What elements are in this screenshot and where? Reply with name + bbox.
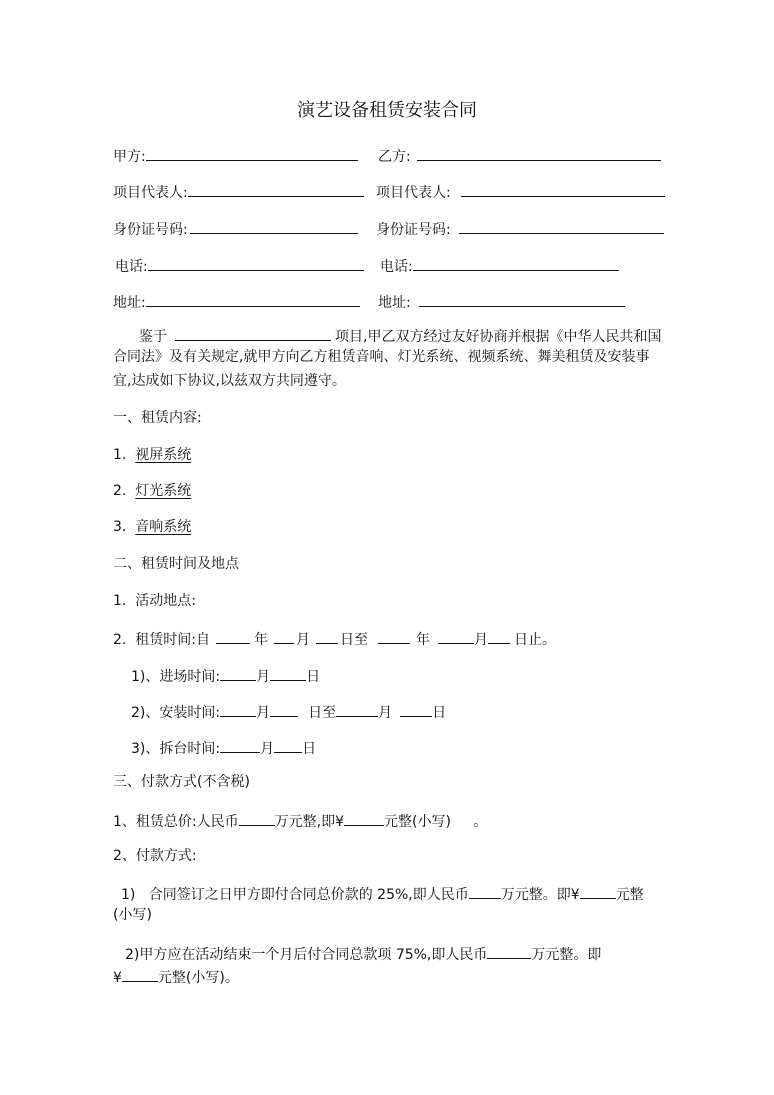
total-price-row <box>113 810 487 831</box>
item-text: 视屏系统 <box>135 447 192 463</box>
rep-a-blank[interactable] <box>188 181 364 197</box>
addr-b-label: 地址: <box>378 295 411 311</box>
term1-wan-blank[interactable] <box>469 883 501 899</box>
install-month-blank[interactable] <box>220 701 256 717</box>
total-wan-blank[interactable] <box>239 810 275 826</box>
month-label: 月 <box>295 632 310 648</box>
id-b-label: 身份证号码: <box>376 222 451 238</box>
month-label: 月 <box>256 669 271 685</box>
item-text: 音响系统 <box>135 519 192 535</box>
page-title: 演艺设备租赁安装合同 <box>297 100 477 121</box>
teardown-month-blank[interactable] <box>220 737 260 753</box>
phone-b-row <box>380 255 619 276</box>
rep-a-label: 项目代表人: <box>113 185 188 201</box>
phone-a-row <box>115 255 364 276</box>
start-day-blank[interactable] <box>316 628 338 644</box>
rental-item-1 <box>113 446 191 464</box>
total-price-mid: 万元整,即¥ <box>274 814 344 830</box>
party-a-row <box>113 145 358 166</box>
intro-text-end: 项目,甲乙双方经过友好协商并根据《中华人民共和国 <box>335 329 662 345</box>
period-mark: 。 <box>473 814 488 830</box>
section3-heading: 三、付款方式(不含税) <box>113 774 250 790</box>
venue-label: 活动地点: <box>135 593 196 609</box>
term1-yuan-blank[interactable] <box>580 883 616 899</box>
teardown-time-row <box>131 737 316 758</box>
section2-heading: 二、租赁时间及地点 <box>113 556 239 572</box>
total-price-label: 1、租赁总价:人民币 <box>113 814 239 830</box>
party-b-label: 乙方: <box>378 149 411 165</box>
term-end: 元整(小写)。 <box>157 970 239 986</box>
rep-b-blank[interactable] <box>461 181 665 197</box>
id-a-row <box>113 218 358 239</box>
payment-term-1-line-2: (小写) <box>113 907 152 923</box>
term2-yuan-blank[interactable] <box>122 966 158 982</box>
item-number: 1. <box>113 447 127 463</box>
day-label: 日 <box>306 669 321 685</box>
addr-a-label: 地址: <box>113 295 146 311</box>
item-number: 2. <box>113 483 127 499</box>
addr-a-row <box>113 291 360 312</box>
rep-a-row <box>113 181 364 202</box>
term-mid: 万元整。即 <box>531 947 602 963</box>
party-a-label: 甲方: <box>113 149 146 165</box>
payment-method-label: 2、付款方式: <box>113 848 197 864</box>
addr-a-blank[interactable] <box>146 291 360 307</box>
rental-period-row <box>113 628 556 649</box>
day-end-label: 日止。 <box>513 632 556 648</box>
day-to-label: 日至 <box>339 632 368 648</box>
phone-a-blank[interactable] <box>148 255 364 271</box>
payment-term-1-line-1 <box>121 883 644 904</box>
teardown-time-label: 3)、拆台时间: <box>131 741 221 757</box>
setup-time-label: 1)、进场时间: <box>131 669 221 685</box>
rental-period-label: 租赁时间:自 <box>135 632 210 648</box>
term-number: 1) <box>121 887 136 903</box>
phone-b-blank[interactable] <box>413 255 619 271</box>
setup-time-row <box>131 665 320 686</box>
id-a-blank[interactable] <box>190 218 358 234</box>
id-a-label: 身份证号码: <box>113 222 188 238</box>
rental-item-3 <box>113 518 191 536</box>
term-text: 2)甲方应在活动结束一个月后付合同总款项 75%,即人民币 <box>125 947 488 963</box>
install-end-day-blank[interactable] <box>400 701 432 717</box>
party-b-blank[interactable] <box>417 145 661 161</box>
term-mid: 万元整。即¥ <box>500 887 580 903</box>
setup-month-blank[interactable] <box>220 665 256 681</box>
phone-b-label: 电话: <box>380 259 413 275</box>
install-day-blank[interactable] <box>270 701 298 717</box>
addr-b-blank[interactable] <box>419 291 625 307</box>
id-b-row <box>376 218 664 239</box>
term-text: 合同签订之日甲方即付合同总价款的 25%,即人民币 <box>148 887 469 903</box>
intro-line-3: 宜,达成如下协议,以兹双方共同遵守。 <box>113 373 346 389</box>
month-label: 月 <box>256 705 271 721</box>
month-label: 月 <box>473 632 488 648</box>
end-day-blank[interactable] <box>488 628 510 644</box>
term2-wan-blank[interactable] <box>487 943 531 959</box>
rental-item-2 <box>113 482 191 500</box>
payment-term-2-line-2 <box>113 966 239 987</box>
term-end: 元整 <box>615 887 644 903</box>
party-a-blank[interactable] <box>146 145 358 161</box>
id-b-blank[interactable] <box>459 218 664 234</box>
item-number: 3. <box>113 519 127 535</box>
section1-heading: 一、租赁内容: <box>113 410 202 426</box>
rep-b-label: 项目代表人: <box>376 185 451 201</box>
month-label: 月 <box>378 705 393 721</box>
year-label: 年 <box>415 632 430 648</box>
party-b-row <box>378 145 661 166</box>
day-label: 日 <box>302 741 317 757</box>
project-name-blank[interactable] <box>175 325 331 341</box>
install-time-label: 2)、安装时间: <box>131 705 221 721</box>
intro-line-2: 合同法》及有关规定,就甲方向乙方租赁音响、灯光系统、视频系统、舞美租赁及安装事 <box>113 349 650 365</box>
setup-day-blank[interactable] <box>270 665 306 681</box>
day-to-label: 日至 <box>308 705 337 721</box>
item-number: 1. <box>113 593 127 609</box>
addr-b-row <box>378 291 625 312</box>
rep-b-row <box>376 181 665 202</box>
install-time-row <box>131 701 446 722</box>
phone-a-label: 电话: <box>115 259 148 275</box>
intro-line-1 <box>139 325 661 346</box>
total-price-end: 元整(小写) <box>383 814 451 830</box>
start-year-blank[interactable] <box>216 628 250 644</box>
item-text: 灯光系统 <box>135 483 192 499</box>
month-label: 月 <box>260 741 275 757</box>
yen-sign: ¥ <box>113 970 122 986</box>
year-label: 年 <box>253 632 268 648</box>
end-year-blank[interactable] <box>378 628 410 644</box>
end-month-blank[interactable] <box>438 628 474 644</box>
teardown-day-blank[interactable] <box>274 737 302 753</box>
intro-text-start: 鉴于 <box>139 329 167 345</box>
start-month-blank[interactable] <box>274 628 294 644</box>
day-label: 日 <box>432 705 447 721</box>
payment-term-2-line-1 <box>125 943 601 964</box>
total-yuan-blank[interactable] <box>344 810 384 826</box>
install-end-month-blank[interactable] <box>336 701 378 717</box>
item-number: 2. <box>113 632 127 648</box>
venue-row <box>113 592 196 610</box>
